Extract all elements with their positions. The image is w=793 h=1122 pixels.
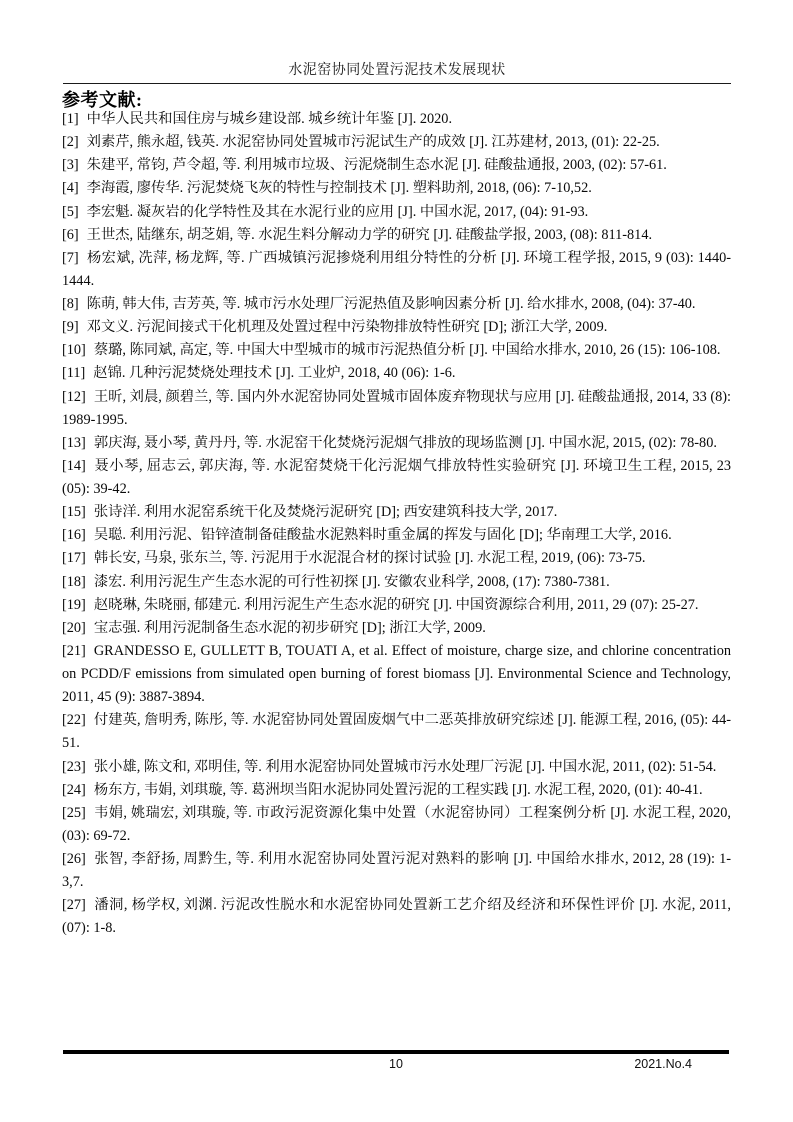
reference-item bbox=[62, 154, 731, 177]
reference-label: [4] bbox=[62, 180, 79, 197]
reference-text: 宝志强. 利用污泥制备生态水泥的初步研究 [D]; 浙江大学, 2009. bbox=[93, 619, 486, 636]
reference-text: 韩长安, 马泉, 张东兰, 等. 污泥用于水泥混合材的探讨试验 [J]. 水泥工程, 2019, (06): 73-75. bbox=[93, 550, 646, 567]
reference-item bbox=[62, 571, 731, 594]
reference-item bbox=[62, 524, 731, 547]
reference-label: [1] bbox=[62, 111, 79, 127]
reference-label: [8] bbox=[62, 296, 79, 312]
reference-text: 邓文义. 污泥间接式干化机理及处置过程中污染物排放特性研究 [D]; 浙江大学, 2009. bbox=[86, 319, 608, 336]
reference-text: 潘洞, 杨学权, 刘渊. 污泥改性脱水和水泥窑协同处置新工艺介绍及经济和环保性评价 [J]. 水泥, 2011, (07): 1-8. bbox=[62, 897, 731, 937]
issue-number: 2021.No.4 bbox=[634, 1057, 692, 1071]
reference-text: 张小雄, 陈文和, 邓明佳, 等. 利用水泥窑协同处置城市污水处理厂污泥 [J]. 中国水泥, 2011, (02): 51-54. bbox=[93, 758, 717, 775]
reference-label: [11] bbox=[62, 365, 86, 382]
reference-item bbox=[62, 224, 731, 247]
reference-item bbox=[62, 501, 731, 524]
reference-item bbox=[62, 894, 731, 940]
reference-item bbox=[62, 201, 731, 224]
references-list bbox=[62, 108, 731, 941]
reference-text: 陈萌, 韩大伟, 吉芳英, 等. 城市污水处理厂污泥热值及影响因素分析 [J]. 给水排水, 2008, (04): 37-40. bbox=[86, 296, 696, 312]
reference-text: 李宏魁. 凝灰岩的化学特性及其在水泥行业的应用 [J]. 中国水泥, 2017, (04): 91-93. bbox=[86, 203, 589, 220]
reference-item bbox=[62, 432, 731, 455]
reference-item bbox=[62, 316, 731, 339]
reference-label: [25] bbox=[62, 804, 86, 821]
reference-text: 韦娟, 姚瑞宏, 刘琪璇, 等. 市政污泥资源化集中处置（水泥窑协同）工程案例分析 [J]. 水泥工程, 2020, (03): 69-72. bbox=[62, 804, 731, 844]
reference-item bbox=[62, 802, 731, 848]
reference-label: [18] bbox=[62, 573, 86, 590]
reference-text: 杨东方, 韦娟, 刘琪璇, 等. 葛洲坝当阳水泥协同处置污泥的工程实践 [J]. 水泥工程, 2020, (01): 40-41. bbox=[93, 781, 703, 798]
reference-item bbox=[62, 108, 731, 131]
reference-text: 漆宏. 利用污泥生产生态水泥的可行性初探 [J]. 安徽农业科学, 2008, (17): 7380-7381. bbox=[93, 573, 610, 590]
reference-label: [13] bbox=[62, 434, 86, 451]
reference-text: 张智, 李舒扬, 周黔生, 等. 利用水泥窑协同处置污泥对熟料的影响 [J]. 中国给水排水, 2012, 28 (19): 1-3,7. bbox=[62, 851, 731, 891]
reference-text: 王昕, 刘晨, 颜碧兰, 等. 国内外水泥窑协同处置城市固体废弃物现状与应用 [J]. 硅酸盐通报, 2014, 33 (8): 1989-1995. bbox=[62, 388, 731, 428]
reference-item bbox=[62, 594, 731, 617]
reference-item bbox=[62, 386, 731, 432]
reference-text: 赵晓琳, 朱晓丽, 郁建元. 利用污泥生产生态水泥的研究 [J]. 中国资源综合利用, 2011, 29 (07): 25-27. bbox=[93, 596, 699, 613]
reference-label: [21] bbox=[62, 642, 86, 659]
reference-text: 蔡璐, 陈同斌, 高定, 等. 中国大中型城市的城市污泥热值分析 [J]. 中国给水排水, 2010, 26 (15): 106-108. bbox=[93, 342, 721, 359]
running-head-title: 水泥窑协同处置污泥技术发展现状 bbox=[288, 63, 506, 78]
reference-item bbox=[62, 617, 731, 640]
reference-label: [12] bbox=[62, 388, 86, 405]
reference-item bbox=[62, 247, 731, 293]
reference-text: 中华人民共和国住房与城乡建设部. 城乡统计年鉴 [J]. 2020. bbox=[86, 111, 453, 127]
reference-label: [9] bbox=[62, 319, 79, 336]
reference-label: [16] bbox=[62, 527, 86, 544]
reference-text: 杨宏斌, 冼萍, 杨龙辉, 等. 广西城镇污泥掺烧利用组分特性的分析 [J]. 环境工程学报, 2015, 9 (03): 1440-1444. bbox=[62, 249, 731, 289]
references-heading: 参考文献: bbox=[62, 90, 143, 110]
reference-text: 郭庆海, 聂小琴, 黄丹丹, 等. 水泥窑干化焚烧污泥烟气排放的现场监测 [J]. 中国水泥, 2015, (02): 78-80. bbox=[93, 434, 717, 451]
reference-item bbox=[62, 547, 731, 570]
reference-text: 刘素芹, 熊永超, 钱英. 水泥窑协同处置城市污泥试生产的成效 [J]. 江苏建材, 2013, (01): 22-25. bbox=[86, 134, 660, 151]
reference-label: [7] bbox=[62, 249, 79, 266]
reference-text: 赵锦. 几种污泥焚烧处理技术 [J]. 工业炉, 2018, 40 (06): 1-6. bbox=[93, 365, 456, 382]
footer-rule bbox=[63, 1050, 729, 1054]
reference-text: 聂小琴, 屈志云, 郭庆海, 等. 水泥窑焚烧干化污泥烟气排放特性实验研究 [J]. 环境卫生工程, 2015, 23 (05): 39-42. bbox=[62, 457, 731, 497]
reference-label: [5] bbox=[62, 203, 79, 220]
reference-text: 张诗洋. 利用水泥窑系统干化及焚烧污泥研究 [D]; 西安建筑科技大学, 2017. bbox=[93, 504, 558, 521]
page-header bbox=[63, 59, 731, 84]
reference-text: 李海霞, 廖传华. 污泥焚烧飞灰的特性与控制技术 [J]. 塑料助剂, 2018, (06): 7-10,52. bbox=[86, 180, 592, 197]
reference-item bbox=[62, 640, 731, 709]
reference-label: [20] bbox=[62, 619, 86, 636]
reference-item bbox=[62, 177, 731, 200]
reference-item bbox=[62, 362, 731, 385]
reference-item bbox=[62, 709, 731, 755]
reference-label: [15] bbox=[62, 504, 86, 521]
reference-label: [17] bbox=[62, 550, 86, 567]
reference-label: [24] bbox=[62, 781, 86, 798]
reference-label: [19] bbox=[62, 596, 86, 613]
reference-label: [10] bbox=[62, 342, 86, 359]
reference-text: 吴聪. 利用污泥、铅锌渣制备硅酸盐水泥熟料时重金属的挥发与固化 [D]; 华南理工大学, 2016. bbox=[93, 527, 672, 544]
reference-item bbox=[62, 131, 731, 154]
page-footer bbox=[63, 1057, 729, 1073]
reference-item bbox=[62, 848, 731, 894]
reference-label: [2] bbox=[62, 134, 79, 151]
reference-item bbox=[62, 455, 731, 501]
reference-item bbox=[62, 779, 731, 802]
reference-item bbox=[62, 756, 731, 779]
reference-text: 王世杰, 陆继东, 胡芝娟, 等. 水泥生料分解动力学的研究 [J]. 硅酸盐学报, 2003, (08): 811-814. bbox=[86, 226, 653, 243]
reference-text: 朱建平, 常钧, 芦令超, 等. 利用城市垃圾、污泥烧制生态水泥 [J]. 硅酸盐通报, 2003, (02): 57-61. bbox=[86, 157, 667, 174]
page-number: 10 bbox=[389, 1057, 403, 1071]
reference-text: 付建英, 詹明秀, 陈彤, 等. 水泥窑协同处置固废烟气中二恶英排放研究综述 [J]. 能源工程, 2016, (05): 44-51. bbox=[62, 712, 731, 752]
reference-label: [14] bbox=[62, 457, 86, 474]
reference-item bbox=[62, 293, 731, 316]
reference-item bbox=[62, 339, 731, 362]
reference-label: [26] bbox=[62, 851, 86, 867]
reference-label: [6] bbox=[62, 226, 79, 243]
reference-label: [3] bbox=[62, 157, 79, 174]
reference-label: [22] bbox=[62, 712, 86, 729]
reference-label: [27] bbox=[62, 897, 86, 914]
reference-text: GRANDESSO E, GULLETT B, TOUATI A, et al. Effect of moisture, charge size, and chlorine concentration on PCDD/F emissions from simulated open burning of forest biomass [J]. Environmental Science and Technology, 2011, 45 (9): 3887-3894. bbox=[62, 642, 731, 706]
reference-label: [23] bbox=[62, 758, 86, 775]
